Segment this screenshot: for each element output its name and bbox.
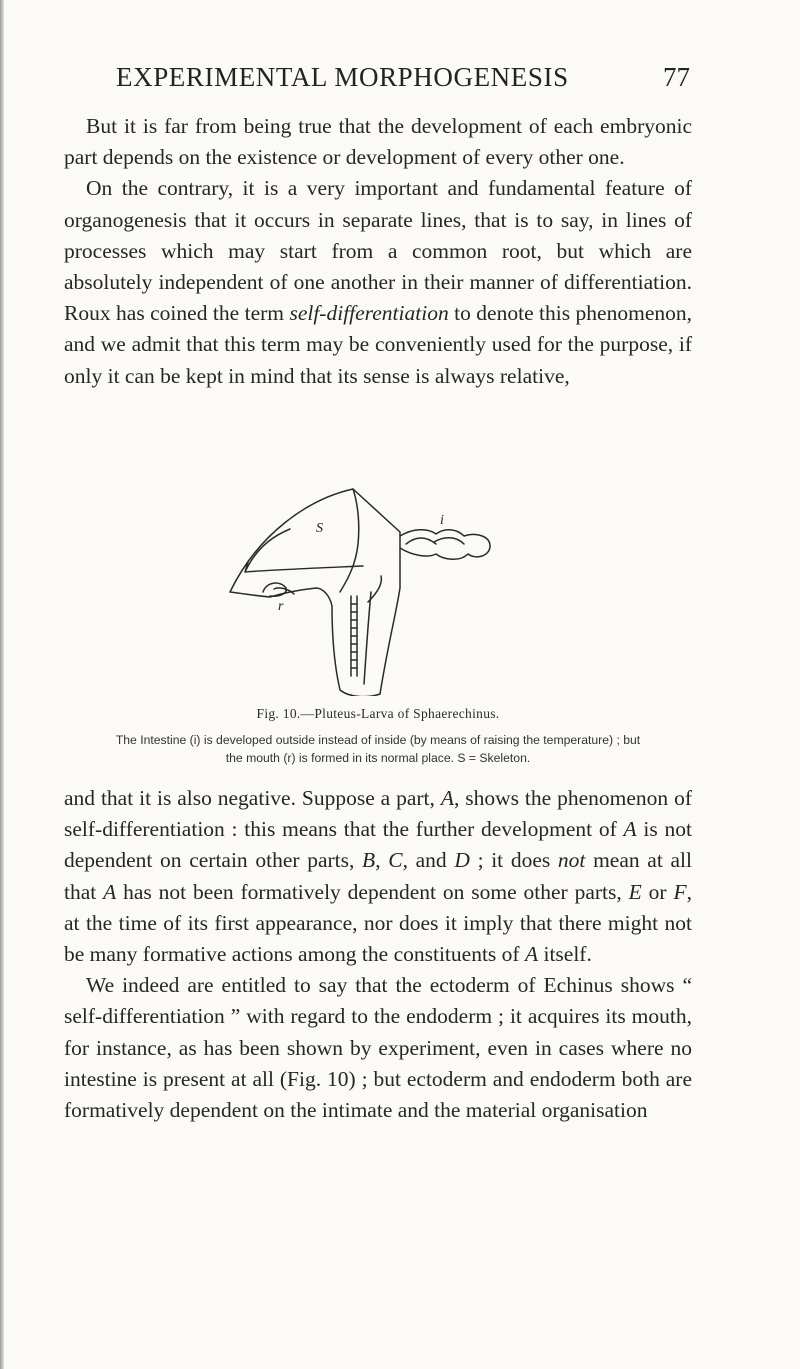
paragraph (64, 111, 692, 173)
text-run: to denote this phenomenon, and we admit that this term may be conveniently used for the purpose, if only it can be kept in mind that its sense is always relative, (64, 301, 692, 388)
italic-text: D (454, 848, 470, 873)
italic-text: A (623, 817, 637, 842)
italic-text: A (103, 879, 117, 904)
intestine-shape (400, 530, 490, 560)
text-run: ; it does (469, 848, 558, 873)
caption-line-2: the mouth (r) is formed in its normal place. S = Skeleton. (225, 751, 531, 765)
text-run: itself. (538, 942, 592, 967)
page-header (116, 62, 690, 102)
text-run: , (375, 848, 389, 873)
page-edge-shadow (0, 0, 4, 1369)
italic-text: not (557, 848, 586, 873)
italic-text: B (362, 848, 376, 873)
body-text-top (64, 111, 692, 392)
text-run: is not dependent on certain other parts, (64, 817, 692, 873)
mouth-shape (263, 583, 286, 596)
italic-text: E (628, 879, 642, 904)
text-run: We indeed are entitled to say that the ectoderm of Echinus shows “ self-differentiation ” with regard to the endoderm ; it acquires its mouth, for instance, as has been shown by experiment, even in cases where no intestine is present at all (Fig. 10) ; but ectoderm and endoderm both are formatively dependent on the intimate and the material organisation (64, 973, 692, 1123)
text-run: , at the time of its first appearance, nor does it imply that there might not be many formative actions among the constituents of (64, 879, 692, 967)
paragraph (64, 173, 692, 391)
paragraph (64, 970, 692, 1126)
label-intestine: i (440, 513, 444, 528)
page-number: 77 (663, 62, 690, 92)
label-mouth: r (278, 599, 284, 614)
italic-text: A (440, 786, 454, 810)
text-run: or (641, 879, 674, 904)
text-run: On the contrary, it is a very important and fundamental feature of organogenesis that it occurs in separate lines, that is to say, in lines of processes which may start from a common root, but which are absolutely independent of one another in their manner of differentiation. Roux has coined the term (64, 176, 692, 326)
paragraph (64, 783, 692, 970)
larva-body-outline (230, 489, 400, 696)
text-run: mean at all that (64, 848, 692, 904)
body-text-bottom (64, 783, 692, 1126)
text-run: has not been formatively dependent on some other parts, (116, 879, 629, 904)
oral-lobe-line (245, 529, 363, 572)
text-run: and that it is also negative. Suppose a part, (64, 786, 441, 810)
text-run: But it is far from being true that the development of each embryonic part depends on the existence or development of every other one. (64, 114, 692, 170)
text-run: , and (402, 848, 455, 873)
italic-text: self-differentiation (289, 301, 449, 326)
figure-pluteus-larva (218, 484, 518, 696)
running-title: EXPERIMENTAL MORPHOGENESIS (116, 62, 569, 92)
figure-caption-title: Fig. 10.—Pluteus-Larva of Sphaerechinus. (256, 706, 500, 721)
skeleton-rod (340, 489, 359, 592)
label-skeleton: S (316, 521, 323, 536)
italic-text: C (388, 848, 403, 873)
italic-text: F (673, 879, 687, 904)
caption-line-1: The Intestine (i) is developed outside instead of inside (by means of raising the temperature) ; but (115, 733, 641, 747)
text-run: , shows the phenomenon of self-differentiation : this means that the further development of (64, 786, 692, 842)
figure-caption-text (64, 731, 692, 767)
italic-text: A (524, 942, 539, 967)
